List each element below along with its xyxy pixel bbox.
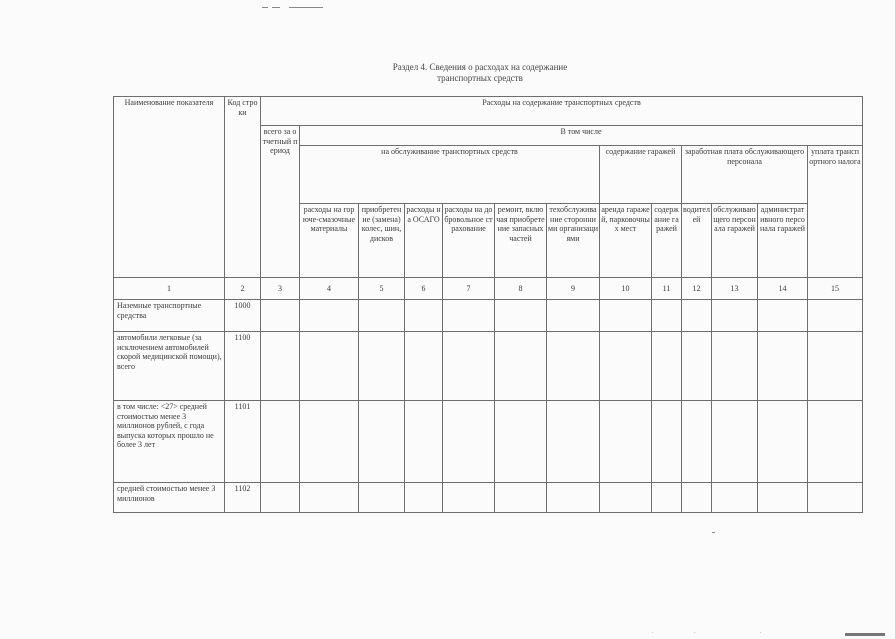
column-number: 13 bbox=[712, 278, 758, 300]
scan-artifact bbox=[272, 7, 280, 8]
header-drivers: водителей bbox=[682, 204, 712, 278]
data-cell[interactable] bbox=[495, 300, 547, 332]
data-cell[interactable] bbox=[808, 401, 863, 483]
header-including: В том числе bbox=[300, 126, 863, 146]
table-row bbox=[114, 332, 863, 401]
data-cell[interactable] bbox=[600, 300, 652, 332]
header-name: Наименование показателя bbox=[114, 97, 225, 278]
data-cell[interactable] bbox=[712, 401, 758, 483]
data-cell[interactable] bbox=[712, 483, 758, 513]
data-cell[interactable] bbox=[443, 332, 495, 401]
header-salary: заработная плата обслуживающего персонала bbox=[682, 146, 808, 204]
data-cell[interactable] bbox=[359, 332, 405, 401]
data-cell[interactable] bbox=[300, 332, 359, 401]
data-cell[interactable] bbox=[682, 483, 712, 513]
column-number: 8 bbox=[495, 278, 547, 300]
header-admin-staff: административного персонала гаражей bbox=[758, 204, 808, 278]
data-cell[interactable] bbox=[405, 332, 443, 401]
header-maintenance: техобслуживание сторонними организациями bbox=[547, 204, 600, 278]
data-cell[interactable] bbox=[547, 332, 600, 401]
data-cell[interactable] bbox=[808, 332, 863, 401]
column-number: 12 bbox=[682, 278, 712, 300]
data-cell[interactable] bbox=[682, 300, 712, 332]
scan-artifact bbox=[289, 7, 323, 8]
scan-artifact bbox=[845, 633, 885, 636]
data-cell[interactable] bbox=[359, 401, 405, 483]
data-cell[interactable] bbox=[652, 401, 682, 483]
data-cell[interactable] bbox=[758, 401, 808, 483]
row-code: 1101 bbox=[225, 401, 261, 483]
data-cell[interactable] bbox=[443, 401, 495, 483]
column-number: 3 bbox=[261, 278, 300, 300]
section-title-line2: транспортных средств bbox=[437, 73, 523, 83]
row-label: в том числе: <27> средней стоимостью менее 3 миллионов рублей, с года выпуска которых прошло не более 3 лет bbox=[114, 401, 225, 483]
section-title bbox=[300, 62, 660, 84]
column-number: 6 bbox=[405, 278, 443, 300]
header-garage-staff: обслуживающего персонала гаражей bbox=[712, 204, 758, 278]
header-garage-rent: аренда гаражей, парковочных мест bbox=[600, 204, 652, 278]
data-cell[interactable] bbox=[300, 483, 359, 513]
scan-artifact: · bbox=[652, 630, 654, 636]
data-cell[interactable] bbox=[261, 483, 300, 513]
data-cell[interactable] bbox=[547, 401, 600, 483]
row-code: 1102 bbox=[225, 483, 261, 513]
column-number: 10 bbox=[600, 278, 652, 300]
data-cell[interactable] bbox=[495, 483, 547, 513]
row-code: 1100 bbox=[225, 332, 261, 401]
column-number: 4 bbox=[300, 278, 359, 300]
header-tax: уплата транспортного налога bbox=[808, 146, 863, 278]
data-cell[interactable] bbox=[261, 332, 300, 401]
header-fuel: расходы на горюче-смазочные материалы bbox=[300, 204, 359, 278]
data-cell[interactable] bbox=[652, 300, 682, 332]
header-tires: приобретение (замена) колес, шин, дисков bbox=[359, 204, 405, 278]
data-cell[interactable] bbox=[547, 300, 600, 332]
header-osago: расходы на ОСАГО bbox=[405, 204, 443, 278]
data-cell[interactable] bbox=[405, 401, 443, 483]
header-code: Код строки bbox=[225, 97, 261, 278]
data-cell[interactable] bbox=[261, 401, 300, 483]
data-cell[interactable] bbox=[712, 332, 758, 401]
data-cell[interactable] bbox=[495, 401, 547, 483]
row-code: 1000 bbox=[225, 300, 261, 332]
header-garage: содержание гаражей bbox=[600, 146, 682, 204]
header-insurance: расходы на добровольное страхование bbox=[443, 204, 495, 278]
header-total: всего за отчетный период bbox=[261, 126, 300, 278]
column-number: 5 bbox=[359, 278, 405, 300]
data-cell[interactable] bbox=[359, 300, 405, 332]
column-number: 2 bbox=[225, 278, 261, 300]
data-cell[interactable] bbox=[758, 332, 808, 401]
data-cell[interactable] bbox=[300, 300, 359, 332]
scan-artifact bbox=[712, 532, 715, 533]
data-cell[interactable] bbox=[682, 332, 712, 401]
scan-artifact bbox=[262, 7, 268, 8]
column-number: 9 bbox=[547, 278, 600, 300]
column-number: 1 bbox=[114, 278, 225, 300]
scan-artifact: · bbox=[760, 630, 762, 636]
header-expenses: Расходы на содержание транспортных средств bbox=[261, 97, 863, 126]
data-cell[interactable] bbox=[758, 300, 808, 332]
column-number: 14 bbox=[758, 278, 808, 300]
table-row bbox=[114, 300, 863, 332]
column-number: 11 bbox=[652, 278, 682, 300]
section-title-line1: Раздел 4. Сведения о расходах на содержание bbox=[392, 62, 568, 72]
data-cell[interactable] bbox=[682, 401, 712, 483]
data-cell[interactable] bbox=[600, 483, 652, 513]
data-cell[interactable] bbox=[652, 332, 682, 401]
table-row bbox=[114, 401, 863, 483]
column-number: 7 bbox=[443, 278, 495, 300]
column-number: 15 bbox=[808, 278, 863, 300]
header-service: на обслуживание транспортных средств bbox=[300, 146, 600, 204]
data-cell[interactable] bbox=[443, 483, 495, 513]
data-cell[interactable] bbox=[547, 483, 600, 513]
row-label: автомобили легковые (за исключением автомобилей скорой медицинской помощи), всего bbox=[114, 332, 225, 401]
data-cell[interactable] bbox=[600, 401, 652, 483]
header-repair: ремонт, включая приобретение запасных частей bbox=[495, 204, 547, 278]
data-cell[interactable] bbox=[758, 483, 808, 513]
data-cell[interactable] bbox=[808, 483, 863, 513]
scan-artifact: · bbox=[694, 630, 696, 636]
data-cell[interactable] bbox=[652, 483, 682, 513]
data-cell[interactable] bbox=[712, 300, 758, 332]
data-cell[interactable] bbox=[405, 483, 443, 513]
header-garage-upkeep: содержание гаражей bbox=[652, 204, 682, 278]
data-cell[interactable] bbox=[443, 300, 495, 332]
row-label: средней стоимостью менее 3 миллионов bbox=[114, 483, 225, 513]
expenses-table bbox=[113, 96, 863, 513]
data-cell[interactable] bbox=[261, 300, 300, 332]
data-cell[interactable] bbox=[359, 483, 405, 513]
table-row bbox=[114, 483, 863, 513]
row-label: Наземные транспортные средства bbox=[114, 300, 225, 332]
data-cell[interactable] bbox=[495, 332, 547, 401]
data-cell[interactable] bbox=[405, 300, 443, 332]
data-cell[interactable] bbox=[600, 332, 652, 401]
data-cell[interactable] bbox=[300, 401, 359, 483]
data-cell[interactable] bbox=[808, 300, 863, 332]
